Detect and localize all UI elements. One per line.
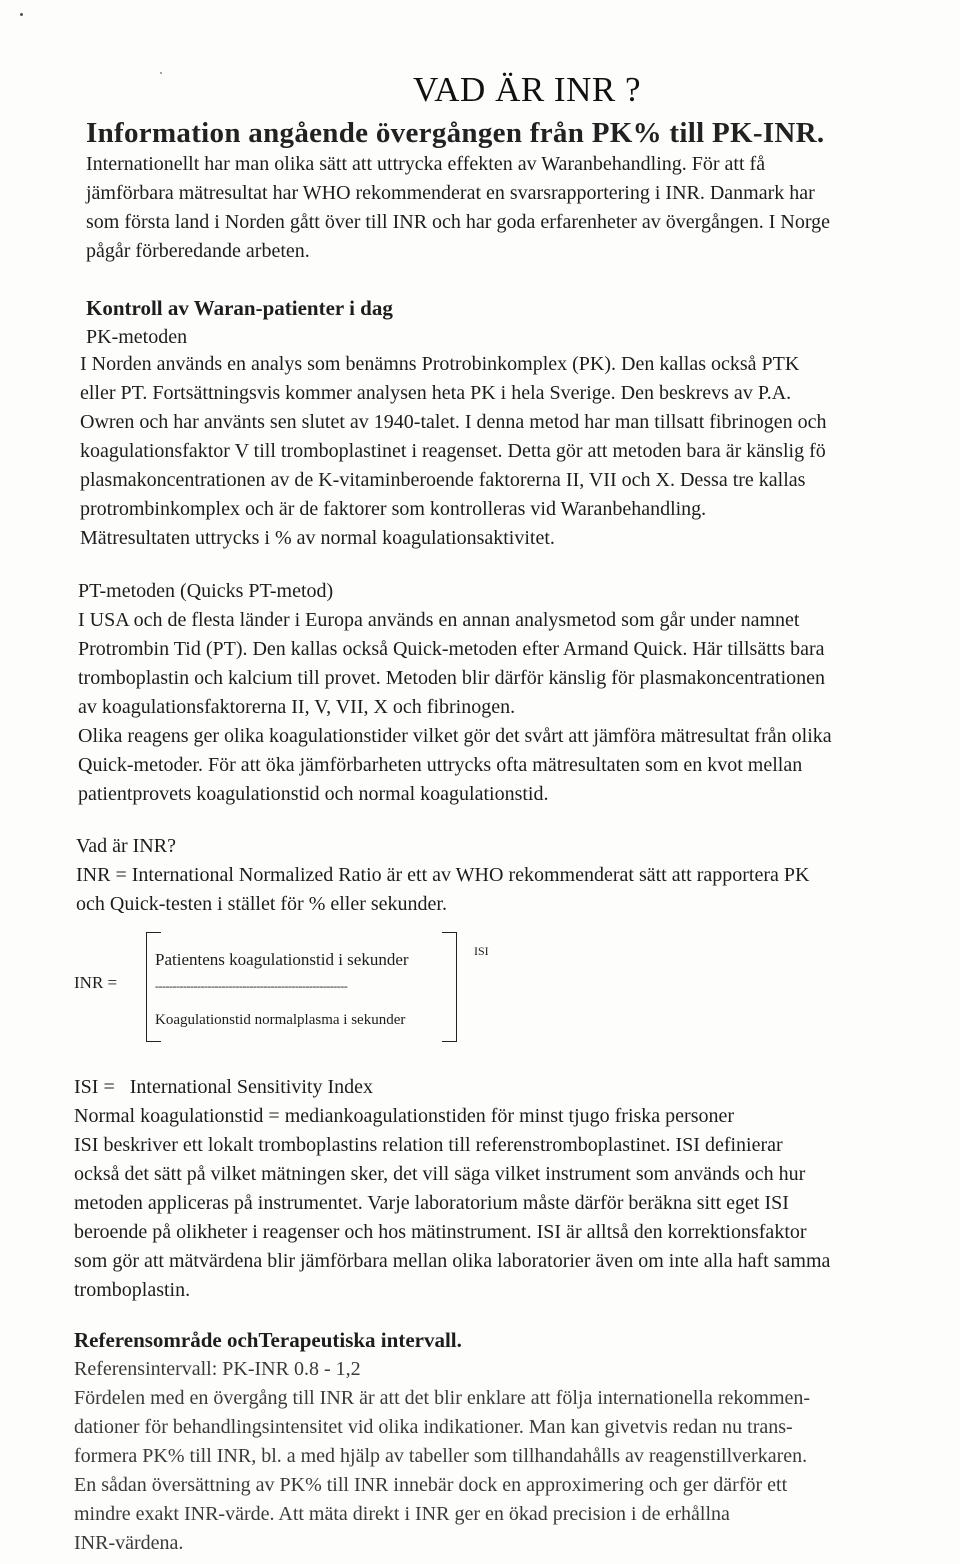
text-line: formera PK% till INR, bl. a med hjälp av tabeller som tillhandahålls av reagenstillverkaren.	[74, 1445, 808, 1467]
text-line: ISI = International Sensitivity Index	[74, 1076, 374, 1098]
text-line: beroende på olikheter i reagenser och hos mätinstrument. ISI är alltså den korrektionsfaktor	[74, 1221, 807, 1243]
text-line: metoden appliceras på instrumentet. Varje laboratorium måste därför beräkna sitt eget ISI	[74, 1192, 789, 1214]
reference-section	[74, 1326, 810, 1558]
text-line: Normal koagulationstid = mediankoagulationstiden för minst tjugo friska personer	[74, 1105, 735, 1127]
inr-formula	[74, 930, 514, 1050]
formula-label: INR =	[74, 973, 118, 992]
text-line: mindre exakt INR-värde. Att mäta direkt i INR ger en ökad precision i de erhållna	[74, 1503, 730, 1525]
section-heading: Kontroll av Waran-patienter i dag	[86, 296, 393, 320]
text-line: I Norden används en analys som benämns Protrobinkomplex (PK). Den kallas också PTK	[80, 353, 800, 375]
inr-section	[76, 832, 809, 919]
scan-speck	[160, 72, 162, 74]
text-line: INR = International Normalized Ratio är ett av WHO rekommenderat sätt att rapportera PK	[76, 864, 810, 886]
text-line: eller PT. Fortsättningsvis kommer analysen heta PK i hela Sverige. Den beskrevs av P.A.	[80, 382, 792, 404]
formula-numerator: Patientens koagulationstid i sekunder	[155, 950, 409, 969]
text-line: En sådan översättning av PK% till INR innebär dock en approximering och ger därför ett	[74, 1474, 788, 1496]
formula-exponent: ISI	[474, 944, 489, 958]
section-heading: Vad är INR?	[76, 835, 176, 857]
text-line: I USA och de flesta länder i Europa används en annan analysmetod som går under namnet	[78, 609, 800, 631]
formula-denominator: Koagulationstid normalplasma i sekunder	[155, 1012, 406, 1028]
text-line: Internationellt har man olika sätt att uttrycka effekten av Waranbehandling. För att få	[86, 153, 766, 175]
scan-speck	[20, 13, 23, 16]
text-line: plasmakoncentrationen av de K-vitaminberoende faktorerna II, VII och X. Dessa tre kallas	[80, 469, 806, 491]
section-heading: Referensområde ochTerapeutiska intervall.	[74, 1328, 462, 1352]
text-line: ISI beskriver ett lokalt tromboplastins relation till referenstromboplastinet. ISI definierar	[74, 1134, 783, 1156]
pk-method-paragraph	[80, 350, 826, 553]
right-bracket	[442, 932, 457, 1042]
text-line: Mätresultaten uttrycks i % av normal koagulationsaktivitet.	[80, 527, 555, 549]
text-line: protrombinkomplex och är de faktorer som kontrolleras vid Waranbehandling.	[80, 498, 707, 520]
text-line: patientprovets koagulationstid och normal koagulationstid.	[78, 783, 549, 805]
text-line: koagulationsfaktor V till tromboplastinet i reagenset. Detta gör att metoden bara är känslig fö	[80, 440, 826, 462]
subsection-heading: PK-metoden	[86, 326, 188, 348]
text-line: tromboplastin och kalcium till provet. Metoden blir därför känslig för plasmakoncentrationen	[78, 667, 826, 689]
page-title: VAD ÄR INR ?	[413, 70, 641, 109]
isi-section	[74, 1073, 830, 1305]
text-line: av koagulationsfaktorerna II, V, VII, X och fibrinogen.	[78, 696, 516, 718]
text-line: INR-värdena.	[74, 1532, 184, 1554]
text-line: tromboplastin.	[74, 1279, 191, 1301]
text-line: som första land i Norden gått över till INR och har goda erfarenheter av övergången. I Norge	[86, 211, 831, 233]
fraction-line: -------------------------------------------------------	[155, 979, 348, 993]
text-line: Owren och har använts sen slutet av 1940-talet. I denna metod har man tillsatt fibrinogen och	[80, 411, 827, 433]
text-line: som gör att mätvärdena blir jämförbara mellan olika laboratorier även om inte alla haft samma	[74, 1250, 831, 1272]
kontroll-section	[86, 294, 393, 352]
text-line: Fördelen med en övergång till INR är att det blir enklare att följa internationella rekommen-	[74, 1387, 811, 1409]
text-line: jämförbara mätresultat har WHO rekommenderat en svarsrapportering i INR. Danmark har	[86, 182, 815, 204]
intro-paragraph	[86, 150, 830, 266]
text-line: Olika reagens ger olika koagulationstider vilket gör det svårt att jämföra mätresultat från olika	[78, 725, 832, 747]
text-line: Referensintervall: PK-INR 0.8 - 1,2	[74, 1358, 361, 1380]
text-line: Protrombin Tid (PT). Den kallas också Quick-metoden efter Armand Quick. Här tillsätts bara	[78, 638, 825, 660]
text-line: pågår förberedande arbeten.	[86, 240, 310, 262]
pt-method-paragraph	[78, 577, 832, 809]
subsection-heading: PT-metoden (Quicks PT-metod)	[78, 580, 334, 602]
text-line: och Quick-testen i stället för % eller sekunder.	[76, 893, 447, 915]
text-line: också det sätt på vilket mätningen sker, det vill säga vilket instrument som används och hur	[74, 1163, 806, 1185]
text-line: Quick-metoder. För att öka jämförbarheten uttrycks ofta mätresultaten som en kvot mellan	[78, 754, 803, 776]
text-line: dationer för behandlingsintensitet vid olika indikationer. Man kan givetvis redan nu trans-	[74, 1416, 793, 1438]
page-subtitle: Information angående övergången från PK% till PK-INR.	[86, 117, 825, 149]
